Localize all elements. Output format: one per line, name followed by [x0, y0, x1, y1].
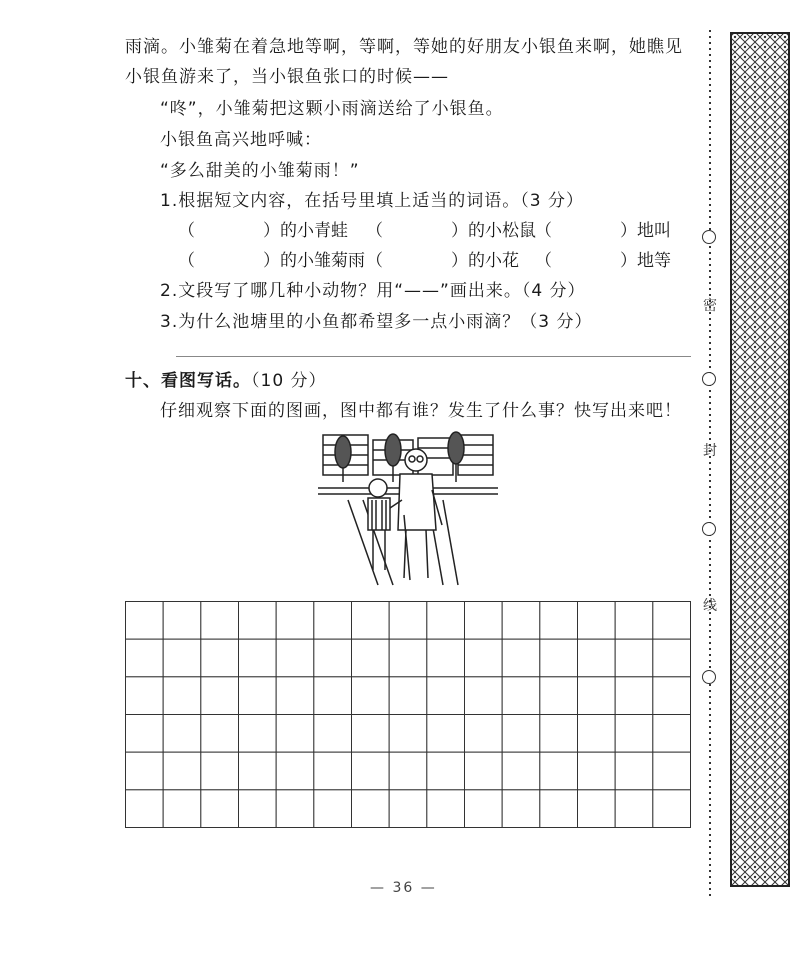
grid-cell[interactable] — [276, 677, 314, 715]
grid-cell[interactable] — [201, 752, 239, 790]
section-10-score: （10 分） — [251, 371, 327, 391]
grid-cell[interactable] — [465, 639, 503, 677]
grid-cell[interactable] — [314, 602, 352, 640]
binding-hole-1 — [702, 230, 716, 244]
grid-cell[interactable] — [578, 602, 616, 640]
passage-line-5: “多么甜美的小雏菊雨！” — [160, 161, 360, 181]
grid-cell[interactable] — [578, 715, 616, 753]
grid-cell[interactable] — [239, 639, 277, 677]
decorative-border — [730, 32, 790, 887]
grid-cell[interactable] — [615, 715, 653, 753]
passage-line-4: 小银鱼高兴地呼喊： — [160, 130, 322, 150]
binding-hole-3 — [702, 522, 716, 536]
grid-cell[interactable] — [615, 639, 653, 677]
grid-cell[interactable] — [239, 752, 277, 790]
passage-line-1: 雨滴。小雏菊在着急地等啊，等啊，等她的好朋友小银鱼来啊，她瞧见 — [125, 37, 683, 57]
fill-blank[interactable]: （ ）地等 — [535, 251, 671, 271]
grid-cell[interactable] — [502, 752, 540, 790]
grid-cell[interactable] — [578, 639, 616, 677]
fill-blank[interactable]: （ ）的小松鼠 — [366, 221, 536, 241]
grid-cell[interactable] — [389, 639, 427, 677]
grid-cell[interactable] — [276, 639, 314, 677]
grid-cell[interactable] — [163, 602, 201, 640]
grid-cell[interactable] — [239, 602, 277, 640]
section-10-title: 十、看图写话。 — [125, 371, 251, 391]
grid-cell[interactable] — [427, 752, 465, 790]
grid-cell[interactable] — [352, 752, 390, 790]
grid-cell[interactable] — [352, 602, 390, 640]
grid-cell[interactable] — [314, 639, 352, 677]
grid-cell[interactable] — [540, 677, 578, 715]
grid-cell[interactable] — [540, 715, 578, 753]
fill-blank[interactable]: （ ）的小花 — [366, 251, 519, 271]
grid-cell[interactable] — [502, 602, 540, 640]
grid-cell[interactable] — [615, 790, 653, 828]
page-number: — 36 — — [370, 880, 437, 896]
grid-cell[interactable] — [427, 602, 465, 640]
grid-cell[interactable] — [465, 677, 503, 715]
grid-cell[interactable] — [389, 790, 427, 828]
grid-cell[interactable] — [653, 639, 691, 677]
grid-cell[interactable] — [615, 752, 653, 790]
fill-blank[interactable]: （ ）地叫 — [535, 221, 671, 241]
grid-cell[interactable] — [389, 715, 427, 753]
grid-cell[interactable] — [427, 677, 465, 715]
grid-cell[interactable] — [653, 790, 691, 828]
grid-cell[interactable] — [163, 752, 201, 790]
grid-cell[interactable] — [276, 752, 314, 790]
grid-cell[interactable] — [126, 790, 164, 828]
grid-cell[interactable] — [163, 639, 201, 677]
grid-cell[interactable] — [201, 602, 239, 640]
grid-cell[interactable] — [314, 677, 352, 715]
grid-cell[interactable] — [540, 752, 578, 790]
grid-cell[interactable] — [502, 715, 540, 753]
grid-cell[interactable] — [578, 677, 616, 715]
grid-cell[interactable] — [389, 602, 427, 640]
grid-cell[interactable] — [465, 752, 503, 790]
grid-cell[interactable] — [465, 790, 503, 828]
grid-cell[interactable] — [126, 639, 164, 677]
crosswalk-illustration — [318, 430, 498, 590]
grid-cell[interactable] — [465, 602, 503, 640]
grid-cell[interactable] — [163, 677, 201, 715]
passage-line-3: “咚”，小雏菊把这颗小雨滴送给了小银鱼。 — [160, 99, 504, 119]
grid-cell[interactable] — [201, 677, 239, 715]
grid-cell[interactable] — [427, 715, 465, 753]
grid-cell[interactable] — [389, 752, 427, 790]
grid-cell[interactable] — [239, 677, 277, 715]
grid-cell[interactable] — [201, 790, 239, 828]
question-1: 1.根据短文内容，在括号里填上适当的词语。（3 分） — [160, 191, 584, 211]
grid-cell[interactable] — [276, 790, 314, 828]
grid-cell[interactable] — [578, 752, 616, 790]
grid-cell[interactable] — [126, 752, 164, 790]
section-10-heading — [125, 370, 327, 392]
passage-line-2: 小银鱼游来了，当小银鱼张口的时候—— — [125, 67, 449, 87]
question-2: 2.文段写了哪几种小动物？用“——”画出来。（4 分） — [160, 281, 586, 301]
question-3: 3.为什么池塘里的小鱼都希望多一点小雨滴？（3 分） — [160, 312, 593, 332]
grid-cell[interactable] — [276, 715, 314, 753]
grid-cell[interactable] — [427, 639, 465, 677]
grid-cell[interactable] — [578, 790, 616, 828]
section-10-instruction: 仔细观察下面的图画，图中都有谁？发生了什么事？快写出来吧！ — [160, 401, 682, 421]
grid-cell[interactable] — [615, 677, 653, 715]
grid-cell[interactable] — [352, 790, 390, 828]
grid-cell[interactable] — [239, 715, 277, 753]
grid-cell[interactable] — [201, 715, 239, 753]
grid-cell[interactable] — [540, 790, 578, 828]
grid-cell[interactable] — [352, 639, 390, 677]
grid-cell[interactable] — [502, 677, 540, 715]
grid-cell[interactable] — [502, 790, 540, 828]
grid-cell[interactable] — [239, 790, 277, 828]
grid-cell[interactable] — [314, 752, 352, 790]
grid-cell[interactable] — [615, 602, 653, 640]
grid-cell[interactable] — [314, 715, 352, 753]
grid-cell[interactable] — [126, 715, 164, 753]
writing-grid[interactable] — [125, 601, 691, 828]
grid-cell[interactable] — [126, 677, 164, 715]
binding-hole-2 — [702, 372, 716, 386]
grid-cell[interactable] — [314, 790, 352, 828]
grid-cell[interactable] — [352, 677, 390, 715]
grid-cell[interactable] — [653, 602, 691, 640]
grid-cell[interactable] — [163, 715, 201, 753]
grid-cell[interactable] — [427, 790, 465, 828]
binding-dotted-line — [707, 30, 713, 900]
binding-hole-4 — [702, 670, 716, 684]
grid-cell[interactable] — [276, 602, 314, 640]
grid-cell[interactable] — [653, 752, 691, 790]
binding-label-closed: 封 — [703, 443, 717, 459]
binding-label-seal: 密 — [703, 298, 717, 314]
grid-cell[interactable] — [352, 715, 390, 753]
section-divider — [176, 356, 691, 357]
grid-cell[interactable] — [502, 639, 540, 677]
grid-cell[interactable] — [653, 677, 691, 715]
grid-cell[interactable] — [653, 715, 691, 753]
grid-cell[interactable] — [389, 677, 427, 715]
fill-blank[interactable]: （ ）的小青蛙 — [178, 221, 348, 241]
fill-blank[interactable]: （ ）的小雏菊雨 — [178, 251, 365, 271]
binding-label-line: 线 — [703, 598, 717, 614]
grid-cell[interactable] — [540, 602, 578, 640]
grid-cell[interactable] — [465, 715, 503, 753]
grid-cell[interactable] — [540, 639, 578, 677]
grid-cell[interactable] — [163, 790, 201, 828]
grid-cell[interactable] — [126, 602, 164, 640]
grid-cell[interactable] — [201, 639, 239, 677]
